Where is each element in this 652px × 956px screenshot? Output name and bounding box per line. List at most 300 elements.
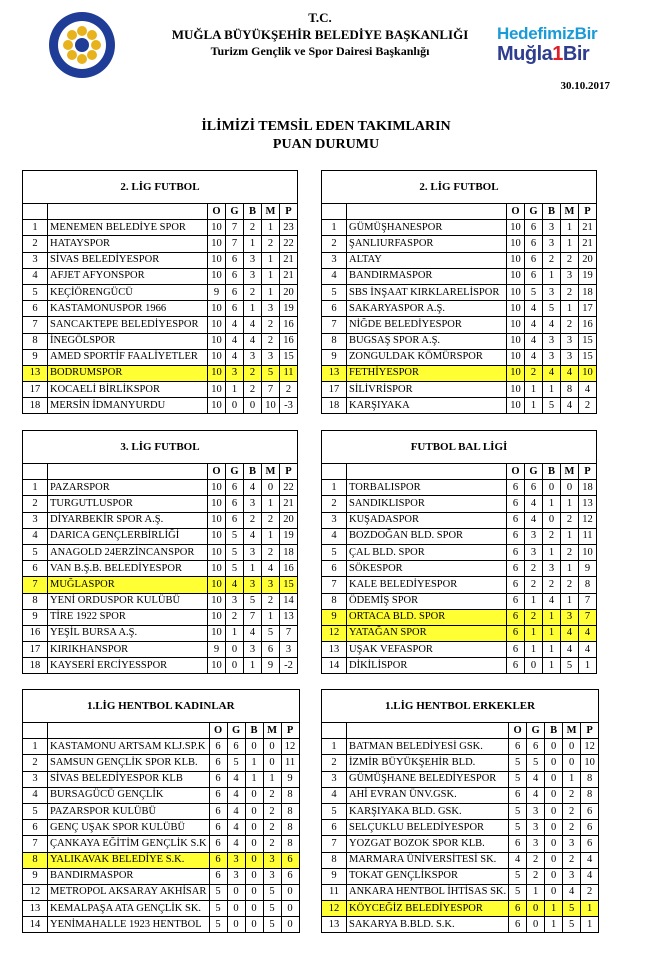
- column-header: P: [280, 204, 298, 220]
- team-cell: KARŞIYAKA BLD. GSK.: [347, 803, 509, 819]
- caption-row: [322, 171, 597, 204]
- team-cell: SİLİVRİSPOR: [347, 382, 507, 398]
- m-cell: 5: [263, 884, 281, 900]
- o-cell: 6: [509, 787, 527, 803]
- b-cell: 4: [244, 333, 262, 349]
- g-cell: 5: [227, 755, 245, 771]
- b-cell: 4: [244, 528, 262, 544]
- g-cell: 5: [226, 561, 244, 577]
- rank-cell: 13: [322, 365, 347, 381]
- m-cell: 2: [563, 787, 581, 803]
- m-cell: 3: [563, 868, 581, 884]
- rank-cell: 1: [322, 480, 347, 496]
- m-cell: 1: [262, 284, 280, 300]
- table-row: [23, 609, 298, 625]
- table-row: [322, 317, 597, 333]
- o-cell: 4: [509, 852, 527, 868]
- b-cell: 2: [244, 382, 262, 398]
- column-header: O: [509, 723, 527, 739]
- g-cell: 4: [527, 771, 545, 787]
- g-cell: 4: [525, 496, 543, 512]
- table-row: [322, 561, 597, 577]
- p-cell: 9: [579, 561, 597, 577]
- b-cell: 1: [543, 544, 561, 560]
- b-cell: 1: [543, 496, 561, 512]
- g-cell: 3: [227, 868, 245, 884]
- p-cell: 1: [579, 658, 597, 674]
- column-header: P: [281, 723, 299, 739]
- rank-cell: 9: [322, 868, 347, 884]
- o-cell: 5: [509, 884, 527, 900]
- p-cell: 12: [281, 739, 299, 755]
- column-header: B: [543, 204, 561, 220]
- rank-cell: 12: [23, 884, 48, 900]
- p-cell: 2: [581, 884, 599, 900]
- table-row: [23, 365, 298, 381]
- o-cell: 5: [209, 884, 227, 900]
- team-cell: ÇANKAYA EĞİTİM GENÇLİK S.K: [48, 836, 210, 852]
- header-blank-rank: [322, 204, 347, 220]
- header-blank-rank: [23, 204, 48, 220]
- m-cell: 2: [262, 317, 280, 333]
- o-cell: 6: [209, 739, 227, 755]
- team-cell: METROPOL AKSARAY AKHİSAR: [48, 884, 210, 900]
- p-cell: 18: [280, 544, 298, 560]
- g-cell: 7: [226, 236, 244, 252]
- team-cell: MUĞLASPOR: [48, 577, 208, 593]
- g-cell: 4: [525, 349, 543, 365]
- table-row: [322, 398, 597, 414]
- g-cell: 4: [227, 820, 245, 836]
- m-cell: 0: [561, 480, 579, 496]
- table-row: [322, 333, 597, 349]
- p-cell: 22: [280, 236, 298, 252]
- g-cell: 5: [226, 544, 244, 560]
- table-row: [322, 544, 597, 560]
- column-header: B: [545, 723, 563, 739]
- table-row: [23, 561, 298, 577]
- g-cell: 0: [226, 642, 244, 658]
- rank-cell: 1: [23, 739, 48, 755]
- p-cell: 13: [280, 609, 298, 625]
- table-row: [23, 771, 300, 787]
- table-row: [23, 755, 300, 771]
- p-cell: 18: [579, 480, 597, 496]
- rank-cell: 8: [322, 593, 347, 609]
- o-cell: 5: [509, 771, 527, 787]
- o-cell: 10: [208, 236, 226, 252]
- o-cell: 6: [209, 836, 227, 852]
- b-cell: 0: [545, 868, 563, 884]
- rank-cell: 1: [322, 739, 347, 755]
- g-cell: 6: [226, 480, 244, 496]
- g-cell: 1: [226, 625, 244, 641]
- standings-table: [22, 170, 298, 414]
- table-row: [322, 512, 597, 528]
- o-cell: 6: [507, 561, 525, 577]
- team-cell: ÖDEMİŞ SPOR: [347, 593, 507, 609]
- o-cell: 10: [208, 496, 226, 512]
- rank-cell: 13: [23, 901, 48, 917]
- p-cell: 16: [280, 333, 298, 349]
- header-blank-rank: [322, 464, 347, 480]
- m-cell: 2: [262, 593, 280, 609]
- b-cell: 0: [245, 852, 263, 868]
- g-cell: 0: [527, 917, 545, 933]
- team-cell: DARICA GENÇLERBİRLİĞİ: [48, 528, 208, 544]
- p-cell: 8: [581, 771, 599, 787]
- p-cell: 2: [579, 398, 597, 414]
- column-header: B: [543, 464, 561, 480]
- rank-cell: 4: [322, 528, 347, 544]
- m-cell: 3: [561, 349, 579, 365]
- b-cell: 2: [244, 220, 262, 236]
- team-cell: SİVAS BELEDİYESPOR: [48, 252, 208, 268]
- table-caption: 1.LİG HENTBOL ERKEKLER: [322, 690, 599, 723]
- p-cell: 4: [579, 625, 597, 641]
- p-cell: 1: [581, 901, 599, 917]
- g-cell: 4: [525, 333, 543, 349]
- header-blank-team: [48, 464, 208, 480]
- team-cell: TİRE 1922 SPOR: [48, 609, 208, 625]
- column-header: G: [226, 204, 244, 220]
- standings-table: [22, 430, 298, 674]
- o-cell: 10: [507, 252, 525, 268]
- o-cell: 10: [507, 317, 525, 333]
- column-header: M: [262, 204, 280, 220]
- p-cell: 7: [579, 609, 597, 625]
- rank-cell: 14: [322, 658, 347, 674]
- p-cell: 20: [579, 252, 597, 268]
- p-cell: 20: [280, 284, 298, 300]
- b-cell: 0: [543, 480, 561, 496]
- o-cell: 5: [509, 803, 527, 819]
- p-cell: 7: [280, 625, 298, 641]
- team-cell: BODRUMSPOR: [48, 365, 208, 381]
- g-cell: 6: [226, 268, 244, 284]
- team-cell: ŞANLIURFASPOR: [347, 236, 507, 252]
- column-header: O: [507, 204, 525, 220]
- team-cell: TOKAT GENÇLİKSPOR: [347, 868, 509, 884]
- b-cell: 0: [545, 852, 563, 868]
- g-cell: 3: [525, 544, 543, 560]
- rank-cell: 2: [23, 755, 48, 771]
- table-row: [23, 852, 300, 868]
- b-cell: 0: [245, 820, 263, 836]
- rank-cell: 18: [23, 658, 48, 674]
- team-cell: VAN B.Ş.B. BELEDİYESPOR: [48, 561, 208, 577]
- p-cell: 0: [281, 917, 299, 933]
- rank-cell: 17: [23, 642, 48, 658]
- m-cell: 2: [561, 544, 579, 560]
- p-cell: -3: [280, 398, 298, 414]
- rank-cell: 8: [322, 333, 347, 349]
- team-cell: ALTAY: [347, 252, 507, 268]
- column-header: O: [209, 723, 227, 739]
- team-cell: KEÇİÖRENGÜCÜ: [48, 284, 208, 300]
- column-header: B: [244, 464, 262, 480]
- table-row: [322, 593, 597, 609]
- column-header-row: [23, 723, 300, 739]
- rank-cell: 6: [322, 820, 347, 836]
- g-cell: 1: [525, 382, 543, 398]
- b-cell: 0: [543, 512, 561, 528]
- rank-cell: 4: [322, 787, 347, 803]
- team-cell: SAMSUN GENÇLİK SPOR KLB.: [48, 755, 210, 771]
- rank-cell: 3: [23, 252, 48, 268]
- column-header: G: [227, 723, 245, 739]
- column-header: P: [280, 464, 298, 480]
- o-cell: 10: [507, 349, 525, 365]
- team-cell: SİVAS BELEDİYESPOR KLB: [48, 771, 210, 787]
- team-cell: SANDIKLISPOR: [347, 496, 507, 512]
- rank-cell: 6: [23, 561, 48, 577]
- g-cell: 5: [525, 284, 543, 300]
- team-cell: İNEGÖLSPOR: [48, 333, 208, 349]
- team-cell: SÖKESPOR: [347, 561, 507, 577]
- logo-right-top: HedefimizBir: [497, 24, 598, 43]
- g-cell: 0: [227, 901, 245, 917]
- m-cell: 4: [561, 625, 579, 641]
- g-cell: 4: [527, 787, 545, 803]
- b-cell: 5: [543, 398, 561, 414]
- p-cell: 11: [281, 755, 299, 771]
- table-row: [322, 365, 597, 381]
- rank-cell: 5: [23, 803, 48, 819]
- rank-cell: 3: [322, 512, 347, 528]
- table-row: [23, 349, 298, 365]
- table-row: [23, 301, 298, 317]
- p-cell: 10: [579, 365, 597, 381]
- m-cell: 2: [263, 836, 281, 852]
- team-cell: MERSİN İDMANYURDU: [48, 398, 208, 414]
- table-row: [23, 642, 298, 658]
- table-row: [23, 252, 298, 268]
- column-header: P: [581, 723, 599, 739]
- o-cell: 10: [208, 544, 226, 560]
- table-row: [23, 236, 298, 252]
- b-cell: 1: [543, 268, 561, 284]
- o-cell: 6: [209, 755, 227, 771]
- column-header-row: [23, 464, 298, 480]
- o-cell: 6: [509, 836, 527, 852]
- table-row: [23, 512, 298, 528]
- m-cell: 0: [263, 755, 281, 771]
- p-cell: 13: [579, 496, 597, 512]
- p-cell: 8: [281, 836, 299, 852]
- b-cell: 3: [543, 349, 561, 365]
- table-row: [322, 803, 599, 819]
- table-row: [322, 642, 597, 658]
- table-row: [322, 609, 597, 625]
- o-cell: 6: [507, 496, 525, 512]
- b-cell: 3: [543, 236, 561, 252]
- team-cell: YEŞİL BURSA A.Ş.: [48, 625, 208, 641]
- m-cell: 10: [262, 398, 280, 414]
- rank-cell: 8: [23, 333, 48, 349]
- g-cell: 0: [227, 917, 245, 933]
- table-row: [322, 301, 597, 317]
- rank-cell: 13: [322, 917, 347, 933]
- column-header-row: [23, 204, 298, 220]
- g-cell: 1: [525, 398, 543, 414]
- b-cell: 1: [244, 236, 262, 252]
- o-cell: 6: [509, 739, 527, 755]
- m-cell: 2: [262, 512, 280, 528]
- o-cell: 10: [507, 284, 525, 300]
- m-cell: 3: [563, 836, 581, 852]
- g-cell: 4: [227, 803, 245, 819]
- o-cell: 5: [509, 820, 527, 836]
- team-cell: KASTAMONUSPOR 1966: [48, 301, 208, 317]
- b-cell: 1: [245, 755, 263, 771]
- rank-cell: 9: [23, 868, 48, 884]
- table-row: [322, 252, 597, 268]
- column-header: B: [245, 723, 263, 739]
- g-cell: 4: [525, 317, 543, 333]
- caption-row: [23, 171, 298, 204]
- o-cell: 10: [208, 512, 226, 528]
- header-blank-team: [347, 723, 509, 739]
- b-cell: 1: [543, 609, 561, 625]
- b-cell: 3: [244, 496, 262, 512]
- o-cell: 10: [208, 528, 226, 544]
- g-cell: 1: [525, 593, 543, 609]
- team-cell: BURSAGÜCÜ GENÇLİK: [48, 787, 210, 803]
- o-cell: 6: [209, 771, 227, 787]
- team-cell: UŞAK VEFASPOR: [347, 642, 507, 658]
- rank-cell: 17: [23, 382, 48, 398]
- m-cell: 2: [263, 787, 281, 803]
- table-row: [322, 836, 599, 852]
- b-cell: 0: [245, 787, 263, 803]
- g-cell: 0: [226, 658, 244, 674]
- rank-cell: 16: [23, 625, 48, 641]
- b-cell: 0: [545, 771, 563, 787]
- g-cell: 6: [525, 220, 543, 236]
- b-cell: 3: [244, 577, 262, 593]
- table-row: [23, 577, 298, 593]
- g-cell: 1: [226, 382, 244, 398]
- rank-cell: 9: [322, 349, 347, 365]
- p-cell: 4: [579, 382, 597, 398]
- g-cell: 4: [525, 512, 543, 528]
- header-line-3: Turizm Gençlik ve Spor Dairesi Başkanlığı: [210, 44, 430, 58]
- table-row: [23, 382, 298, 398]
- standings-table: [321, 170, 597, 414]
- rank-cell: 18: [322, 398, 347, 414]
- m-cell: 6: [262, 642, 280, 658]
- m-cell: 1: [262, 528, 280, 544]
- team-cell: BANDIRMASPOR: [48, 868, 210, 884]
- team-cell: KASTAMONU ARTSAM KLJ.SP.K: [48, 739, 210, 755]
- p-cell: 4: [581, 868, 599, 884]
- g-cell: 5: [527, 755, 545, 771]
- o-cell: 10: [507, 365, 525, 381]
- rank-cell: 1: [23, 480, 48, 496]
- o-cell: 6: [507, 577, 525, 593]
- table-caption: 3. LİG FUTBOL: [23, 431, 298, 464]
- team-cell: BOZDOĞAN BLD. SPOR: [347, 528, 507, 544]
- table-row: [322, 284, 597, 300]
- g-cell: 7: [226, 220, 244, 236]
- o-cell: 10: [208, 317, 226, 333]
- table-caption: 2. LİG FUTBOL: [23, 171, 298, 204]
- g-cell: 3: [227, 852, 245, 868]
- table-row: [23, 803, 300, 819]
- table-row: [322, 739, 599, 755]
- team-cell: ÇAL BLD. SPOR: [347, 544, 507, 560]
- team-cell: KEMALPAŞA ATA GENÇLİK SK.: [48, 901, 210, 917]
- rank-cell: 7: [322, 836, 347, 852]
- table-row: [23, 528, 298, 544]
- o-cell: 6: [507, 512, 525, 528]
- rank-cell: 7: [23, 836, 48, 852]
- p-cell: 19: [280, 528, 298, 544]
- o-cell: 6: [507, 609, 525, 625]
- b-cell: 0: [545, 803, 563, 819]
- o-cell: 10: [507, 268, 525, 284]
- p-cell: 6: [581, 820, 599, 836]
- team-cell: FETHİYESPOR: [347, 365, 507, 381]
- m-cell: 1: [561, 301, 579, 317]
- b-cell: 3: [543, 561, 561, 577]
- m-cell: 2: [563, 852, 581, 868]
- b-cell: 1: [543, 382, 561, 398]
- table-row: [23, 220, 298, 236]
- header-blank-team: [347, 464, 507, 480]
- m-cell: 2: [263, 803, 281, 819]
- g-cell: 1: [525, 642, 543, 658]
- g-cell: 2: [527, 868, 545, 884]
- o-cell: 6: [507, 658, 525, 674]
- column-header: P: [579, 464, 597, 480]
- o-cell: 10: [208, 301, 226, 317]
- rank-cell: 12: [322, 901, 347, 917]
- p-cell: 8: [281, 803, 299, 819]
- b-cell: 0: [245, 739, 263, 755]
- rank-cell: 3: [23, 512, 48, 528]
- rank-cell: 5: [23, 544, 48, 560]
- rank-cell: 4: [322, 268, 347, 284]
- team-cell: YENİMAHALLE 1923 HENTBOL: [48, 917, 210, 933]
- rank-cell: 9: [322, 609, 347, 625]
- g-cell: 6: [525, 252, 543, 268]
- o-cell: 10: [507, 220, 525, 236]
- m-cell: 2: [561, 577, 579, 593]
- document-date: 30.10.2017: [560, 80, 610, 92]
- column-header-row: [322, 723, 599, 739]
- m-cell: 2: [262, 544, 280, 560]
- m-cell: 3: [263, 868, 281, 884]
- rank-cell: 5: [322, 544, 347, 560]
- team-cell: SBS İNŞAAT KIRKLARELİSPOR: [347, 284, 507, 300]
- rank-cell: 6: [322, 301, 347, 317]
- b-cell: 1: [543, 642, 561, 658]
- document-title: İLİMİZİ TEMSİL EDEN TAKIMLARIN: [201, 119, 451, 134]
- table-row: [23, 544, 298, 560]
- p-cell: 19: [280, 301, 298, 317]
- p-cell: 9: [281, 771, 299, 787]
- g-cell: 6: [226, 252, 244, 268]
- p-cell: 16: [579, 317, 597, 333]
- table-row: [23, 787, 300, 803]
- rank-cell: 13: [23, 365, 48, 381]
- column-header: M: [263, 723, 281, 739]
- header-line-1: T.C.: [308, 10, 332, 25]
- p-cell: 15: [579, 349, 597, 365]
- b-cell: 1: [545, 917, 563, 933]
